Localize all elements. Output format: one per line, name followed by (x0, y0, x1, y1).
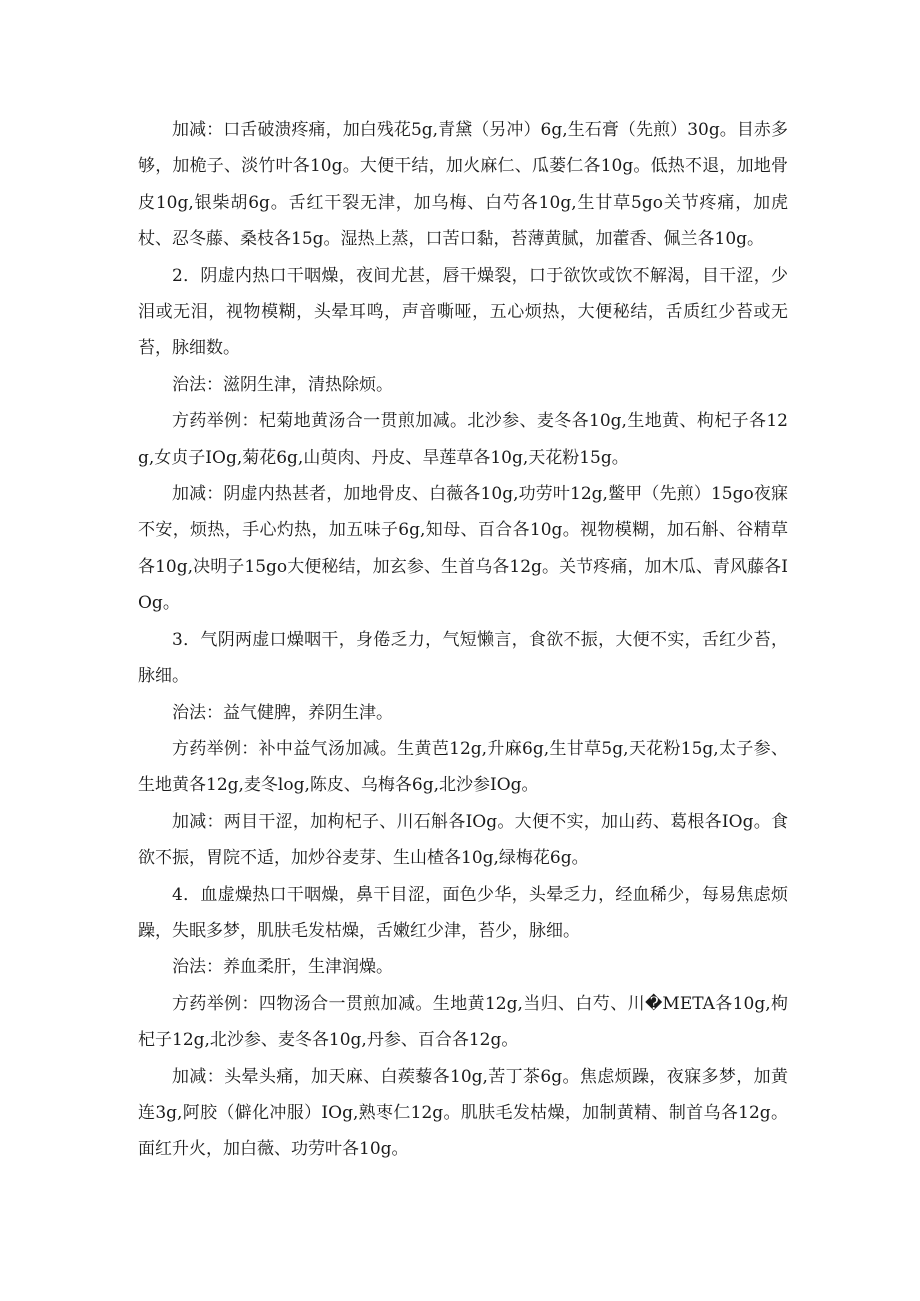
document-page (138, 112, 788, 1168)
paragraph-modification-1: 加减：口舌破溃疼痛，加白残花5g,青黛（另冲）6g,生石膏（先煎）30g。目赤多够，加桅子、淡竹叶各10g。大便干结，加火麻仁、瓜蒌仁各10g。低热不退，加地骨皮10g,银柴胡6g。舌红干裂无津，加乌梅、白芍各10g,生甘草5go关节疼痛，加虎杖、忍冬藤、桑枝各15g。湿热上蒸，口苦口黏，苔薄黄腻，加藿香、佩兰各10g。 (138, 120, 788, 250)
paragraph-syndrome-4: 4．血虚燥热口干咽燥，鼻干目涩，面色少华，头晕乏力，经血稀少，每易焦虑烦躁，失眠多梦，肌肤毛发枯燥，舌嫩红少津，苔少，脉细。 (138, 884, 788, 941)
paragraph-treatment-2: 治法：滋阴生津，清热除烦。 (172, 374, 393, 395)
paragraph-prescription-4: 方药举例：四物汤合一贯煎加减。生地黄12g,当归、白芍、川�META各10g,枸杞子12g,北沙参、麦冬各10g,丹参、百合各12g。 (138, 993, 788, 1051)
paragraph-syndrome-2: 2．阴虚内热口干咽燥，夜间尤甚，唇干燥裂，口于欲饮或饮不解渴，目干涩，少泪或无泪，视物模糊，头晕耳鸣，声音嘶哑，五心烦热，大便秘结，舌质红少苔或无苔，脉细数。 (138, 265, 788, 359)
paragraph-modification-3: 加减：两目干涩，加枸杞子、川石斛各IOg。大便不实，加山药、葛根各IOg。食欲不振，胃院不适，加炒谷麦芽、生山楂各10g,绿梅花6g。 (138, 811, 788, 869)
paragraph-syndrome-3: 3．气阴两虚口燥咽干，身倦乏力，气短懒言，食欲不振，大便不实，舌红少苔，脉细。 (138, 629, 788, 687)
paragraph-modification-4: 加减：头晕头痛，加天麻、白蒺藜各10g,苦丁茶6g。焦虑烦躁，夜寐多梦，加黄连3g,阿胶（僻化冲服）IOg,熟枣仁12g。肌肤毛发枯燥，加制黄精、制首乌各12g。面红升火，加白薇、功劳叶各10g。 (138, 1066, 788, 1160)
paragraph-modification-2: 加减：阴虚内热甚者，加地骨皮、白薇各10g,功劳叶12g,鳖甲（先煎）15go夜寐不安，烦热，手心灼热，加五味子6g,知母、百合各10g。视物模糊，加石斛、谷精草各10g,决明子15go大便秘结，加玄参、生首乌各12g。关节疼痛，加木瓜、青风藤各IOg。 (138, 484, 788, 614)
paragraph-prescription-3: 方药举例：补中益气汤加减。生黄芭12g,升麻6g,生甘草5g,天花粉15g,太子参、生地黄各12g,麦冬log,陈皮、乌梅各6g,北沙参IOg。 (138, 738, 788, 796)
paragraph-treatment-3: 治法：益气健脾，养阴生津。 (172, 702, 393, 723)
paragraph-prescription-2: 方药举例：杞菊地黄汤合一贯煎加减。北沙参、麦冬各10g,生地黄、枸杞子各12g,女贞子IOg,菊花6g,山萸肉、丹皮、旱莲草各10g,天花粉15g。 (138, 411, 788, 468)
paragraph-treatment-4: 治法：养血柔肝，生津润燥。 (172, 957, 393, 978)
